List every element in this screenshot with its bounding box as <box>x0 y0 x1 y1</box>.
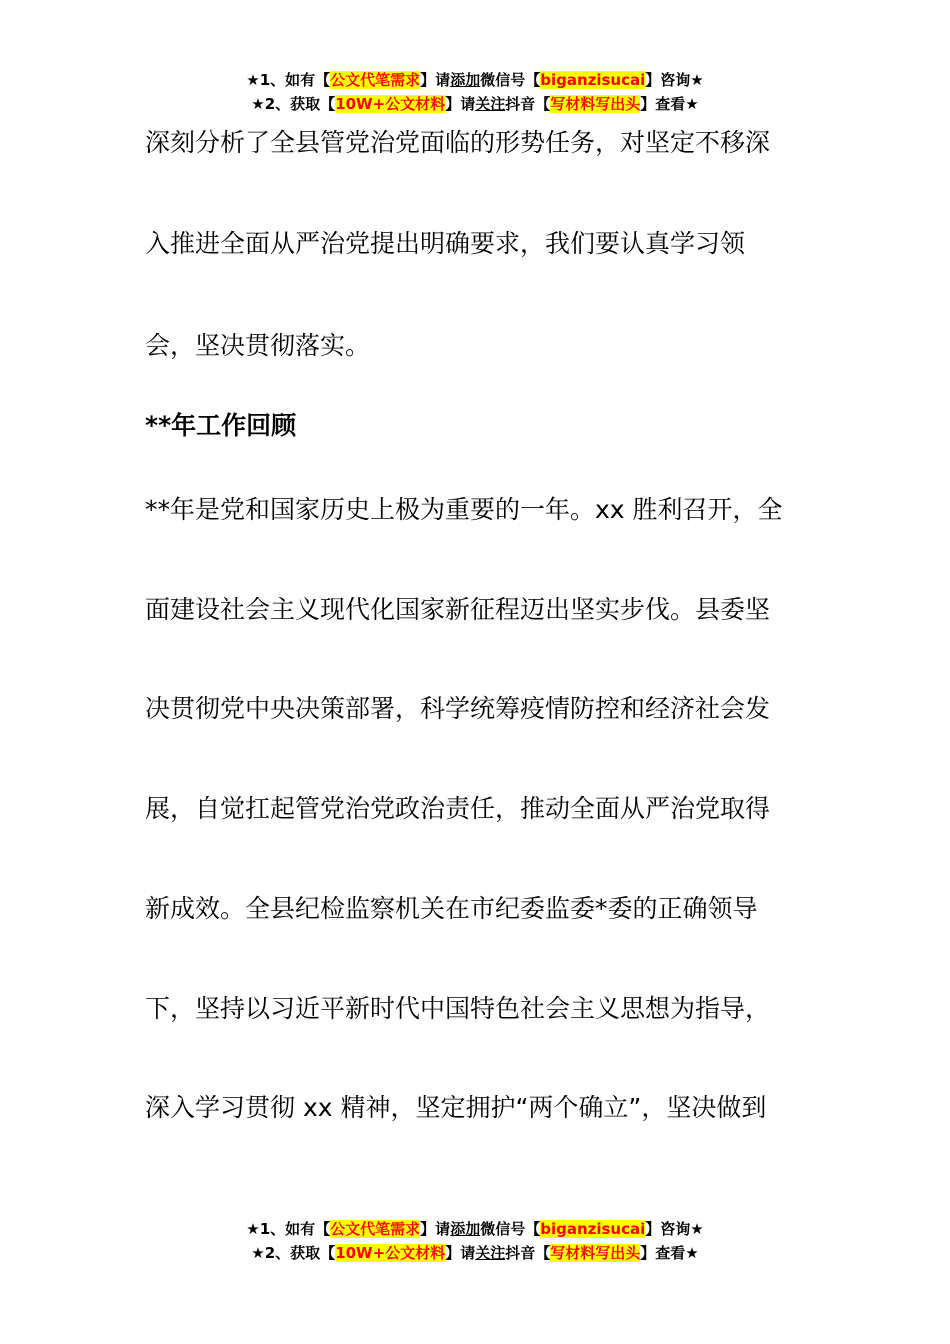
paragraph-line: 入推进全面从严治党提出明确要求，我们要认真学习领 <box>145 229 746 258</box>
banner-text: 】请 <box>420 1220 451 1238</box>
paragraph-line: 会，坚决贯彻落实。 <box>145 331 371 360</box>
paragraph-line: 下，坚持以习近平新时代中国特色社会主义思想为指导， <box>145 994 771 1023</box>
paragraph-line: 面建设社会主义现代化国家新征程迈出坚实步伐。县委坚 <box>145 595 771 624</box>
highlight-materials: 10W+公文材料 <box>335 95 446 113</box>
banner-line-1 <box>0 1217 950 1241</box>
highlight-wechat-id: biganzisucai <box>540 71 646 89</box>
highlight-service: 公文代笔需求 <box>330 1220 421 1238</box>
underlined-text: 添加 <box>450 71 481 89</box>
header-banner <box>0 68 950 116</box>
highlight-materials: 10W+公文材料 <box>335 1244 446 1262</box>
paragraph-line: 决贯彻党中央决策部署，科学统筹疫情防控和经济社会发 <box>145 694 771 723</box>
banner-text: 】咨询★ <box>645 1220 704 1238</box>
banner-text: ★1、如有【 <box>246 71 331 89</box>
banner-line-2 <box>0 92 950 116</box>
banner-text: 抖音【 <box>505 95 551 113</box>
paragraph-line: 展，自觉扛起管党治党政治责任，推动全面从严治党取得 <box>145 794 771 823</box>
banner-text: 】请 <box>445 95 476 113</box>
highlight-wechat-id: biganzisucai <box>540 1220 646 1238</box>
paragraph-line: 深入学习贯彻 xx 精神，坚定拥护“两个确立”，坚决做到 <box>145 1093 767 1122</box>
underlined-text: 关注 <box>475 95 506 113</box>
banner-line-1 <box>0 68 950 92</box>
paragraph-line: 深刻分析了全县管党治党面临的形势任务，对坚定不移深 <box>145 128 771 157</box>
paragraph-line: **年是党和国家历史上极为重要的一年。xx 胜利召开，全 <box>145 495 783 524</box>
banner-text: ★1、如有【 <box>246 1220 331 1238</box>
section-heading: **年工作回顾 <box>145 411 297 440</box>
highlight-douyin-account: 写材料写出头 <box>550 95 641 113</box>
banner-text: 】请 <box>420 71 451 89</box>
underlined-text: 添加 <box>450 1220 481 1238</box>
highlight-douyin-account: 写材料写出头 <box>550 1244 641 1262</box>
banner-text: 】查看★ <box>640 1244 699 1262</box>
banner-text: 】咨询★ <box>645 71 704 89</box>
banner-text: 微信号【 <box>480 71 541 89</box>
underlined-text: 关注 <box>475 1244 506 1262</box>
banner-text: ★2、获取【 <box>251 1244 336 1262</box>
banner-text: 微信号【 <box>480 1220 541 1238</box>
banner-line-2 <box>0 1241 950 1265</box>
banner-text: 】请 <box>445 1244 476 1262</box>
paragraph-line: 新成效。全县纪检监察机关在市纪委监委*委的正确领导 <box>145 894 758 923</box>
banner-text: ★2、获取【 <box>251 95 336 113</box>
banner-text: 】查看★ <box>640 95 699 113</box>
highlight-service: 公文代笔需求 <box>330 71 421 89</box>
footer-banner <box>0 1217 950 1265</box>
banner-text: 抖音【 <box>505 1244 551 1262</box>
